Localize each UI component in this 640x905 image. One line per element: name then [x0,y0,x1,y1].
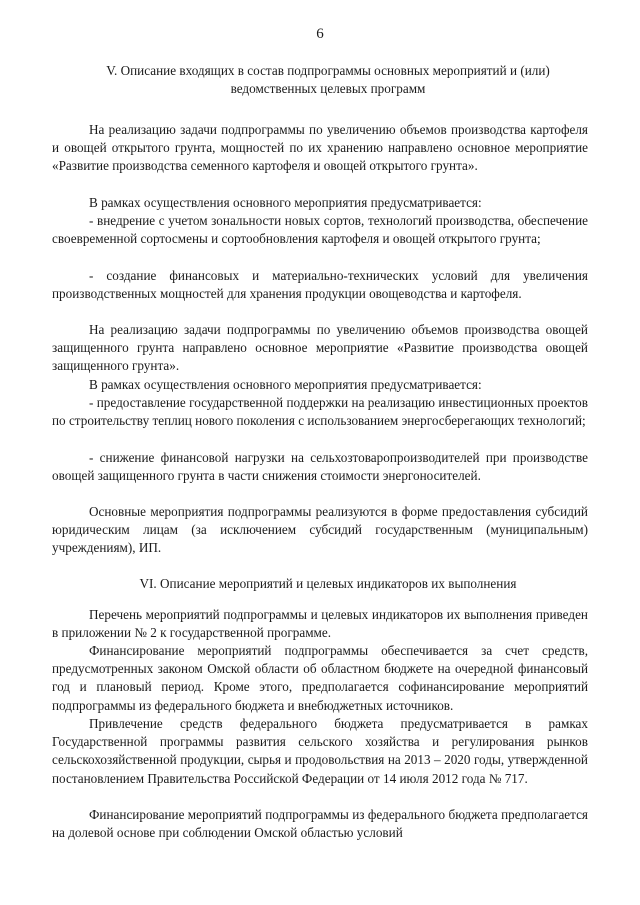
paragraph: Основные мероприятия подпрограммы реализуются в форме предоставления субсидий юридическим лицам (за исключением субсидий государственным (муниципальным) учреждениям), ИП. [52,504,588,556]
paragraph: В рамках осуществления основного мероприятия предусматривается: [89,195,482,210]
list-item: - создание финансовых и материально-технических условий для увеличения производственных мощностей для хранения продукции овощеводства и картофеля. [52,268,588,302]
paragraph: На реализацию задачи подпрограммы по увеличению объемов производства овощей защищенного грунта направлено основное мероприятие «Развитие производства овощей защищенного грунта». [52,322,588,374]
paragraph: В рамках осуществления основного мероприятия предусматривается: [89,377,482,392]
section-6-heading [48,575,608,593]
list-item: - предоставление государственной поддержки на реализацию инвестиционных проектов по строительству теплиц нового поколения с использованием энергосберегающих технологий; [52,395,588,429]
paragraph: Финансирование мероприятий подпрограммы обеспечивается за счет средств, предусмотренных законом Омской области об областном бюджете на очередной финансовый год и плановый период. Кроме этого, предполагается софинансирование мероприятий подпрограммы из федерального бюджета и внебюджетных источников. [52,643,588,713]
section-5-heading-line-2: ведомственных целевых программ [230,81,426,96]
paragraph: Привлечение средств федерального бюджета предусматривается в рамках Государственной программы развития сельского хозяйства и регулирования рынков сельскохозяйственной продукции, сырья и продовольствия на 2013 – 2020 годы, утвержденной постановлением Правительства Российской Федерации от 14 июля 2012 года № 717. [52,716,588,786]
paragraph: Финансирование мероприятий подпрограммы из федерального бюджета предполагается на долевой основе при соблюдении Омской областью условий [52,807,588,841]
paragraph: Перечень мероприятий подпрограммы и целевых индикаторов их выполнения приведен в приложении № 2 к государственной программе. [52,607,588,641]
section-5-heading [48,62,608,98]
paragraph: На реализацию задачи подпрограммы по увеличению объемов производства картофеля и овощей открытого грунта, мощностей по их хранению направлено основное мероприятие «Развитие производства семенного картофеля и овощей открытого грунта». [52,122,588,174]
list-item: - снижение финансовой нагрузки на сельхозтоваропроизводителей при производстве овощей защищенного грунта в части снижения стоимости энергоносителей. [52,450,588,484]
section-6-heading-line: VI. Описание мероприятий и целевых индикаторов их выполнения [139,576,517,591]
page-number: 6 [316,26,324,42]
section-5-heading-line-1: V. Описание входящих в состав подпрограммы основных мероприятий и (или) [106,63,550,78]
list-item: - внедрение с учетом зональности новых сортов, технологий производства, обеспечение своевременной сортосмены и сортообновления картофеля и овощей открытого грунта; [52,213,588,247]
